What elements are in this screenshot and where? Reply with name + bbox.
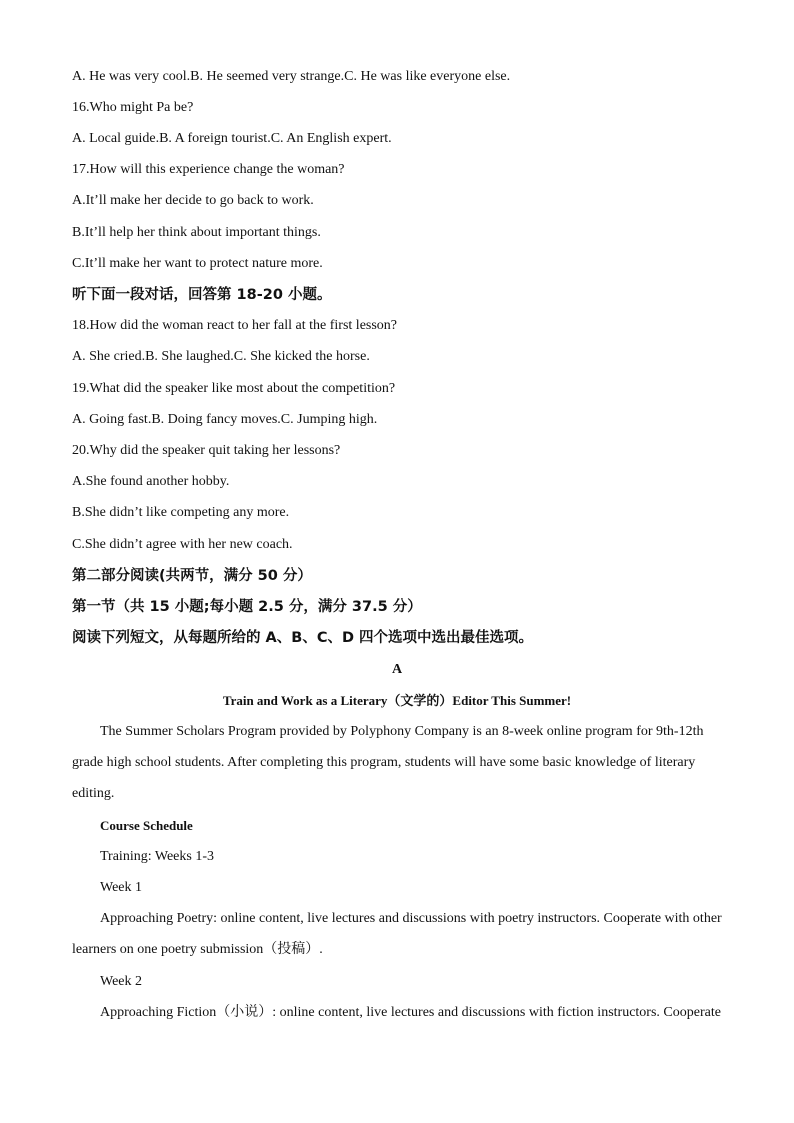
- question-18: 18.How did the woman react to her fall at the first lesson?: [72, 318, 398, 333]
- section-one-heading: 第一节（共 15 小题;每小题 2.5 分，满分 37.5 分）: [72, 599, 422, 615]
- q20-option-c: C.She didn’t agree with her new coach.: [72, 537, 293, 552]
- q17-option-b: B.It’ll help her think about important things.: [72, 225, 321, 240]
- q19-options: A. Going fast.B. Doing fancy moves.C. Jumping high.: [72, 412, 378, 427]
- week-1-label: Week 1: [100, 880, 143, 895]
- paragraph-line: editing.: [72, 786, 115, 801]
- paragraph-line: The Summer Scholars Program provided by Polyphony Company is an 8-week online program for 9th-12th: [100, 724, 704, 739]
- week-2-description: Approaching Fiction（小说）: online content, live lectures and discussions with fiction instructors. Cooperate: [100, 1005, 721, 1020]
- passage-title: Train and Work as a Literary（文学的）Editor This Summer!: [222, 693, 572, 708]
- q18-options: A. She cried.B. She laughed.C. She kicked the horse.: [72, 349, 370, 364]
- week-1-description: Approaching Poetry: online content, live lectures and discussions with poetry instructors. Cooperate with other: [100, 911, 722, 926]
- q20-option-a: A.She found another hobby.: [72, 474, 230, 489]
- passage-label: A: [391, 662, 403, 677]
- week-1-description-cont: learners on one poetry submission（投稿）.: [72, 942, 323, 957]
- part-two-heading: 第二部分阅读(共两节，满分 50 分）: [72, 568, 312, 584]
- question-16: 16.Who might Pa be?: [72, 100, 194, 115]
- reading-instruction: 阅读下列短文，从每题所给的 A、B、C、D 四个选项中选出最佳选项。: [72, 630, 534, 646]
- course-schedule-heading: Course Schedule: [100, 818, 193, 833]
- paragraph-line: grade high school students. After completing this program, students will have some basic knowledge of literary: [72, 755, 696, 770]
- week-2-label: Week 2: [100, 974, 143, 989]
- section-instruction-18-20: 听下面一段对话，回答第 18-20 小题。: [72, 287, 332, 303]
- q17-option-c: C.It’ll make her want to protect nature more.: [72, 256, 323, 271]
- q17-option-a: A.It’ll make her decide to go back to work.: [72, 193, 314, 208]
- question-17: 17.How will this experience change the woman?: [72, 162, 345, 177]
- q20-option-b: B.She didn’t like competing any more.: [72, 505, 290, 520]
- q16-options: A. Local guide.B. A foreign tourist.C. An English expert.: [72, 131, 392, 146]
- question-19: 19.What did the speaker like most about the competition?: [72, 381, 396, 396]
- question-20: 20.Why did the speaker quit taking her lessons?: [72, 443, 341, 458]
- q15-options: A. He was very cool.B. He seemed very strange.C. He was like everyone else.: [72, 69, 511, 84]
- training-weeks: Training: Weeks 1-3: [100, 849, 214, 864]
